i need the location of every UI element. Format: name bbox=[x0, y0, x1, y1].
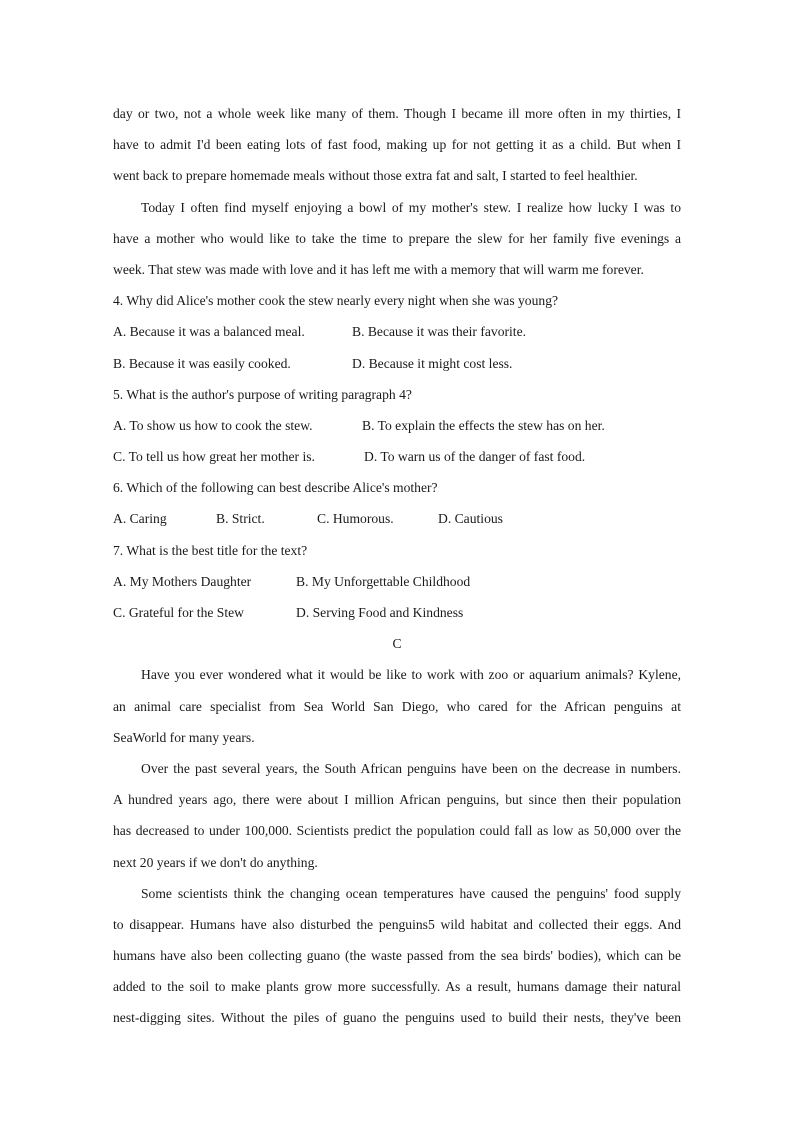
text-line: Today I often find myself enjoying a bowl of my mother's stew. I realize how lucky I was to bbox=[141, 199, 681, 215]
question-stem: 7. What is the best title for the text? bbox=[113, 542, 308, 558]
section-c-paragraph-1 bbox=[113, 659, 681, 753]
option: D. Serving Food and Kindness bbox=[296, 605, 464, 620]
text-line: have a mother who would like to take the time to prepare the slew for her family five evenings a bbox=[113, 230, 681, 246]
option: C. To tell us how great her mother is. bbox=[113, 449, 315, 465]
option-row bbox=[113, 410, 681, 441]
option-row bbox=[113, 597, 681, 628]
text-line: A hundred years ago, there were about I million African penguins, but since then their population bbox=[113, 792, 681, 808]
section-heading: C bbox=[392, 636, 402, 652]
text-line: week. That stew was made with love and it has left me with a memory that will warm me forever. bbox=[113, 261, 644, 277]
text-line: went back to prepare homemade meals without those extra fat and salt, I started to feel healthier. bbox=[113, 168, 638, 184]
text-line: Have you ever wondered what it would be like to work with zoo or aquarium animals? Kylene, bbox=[141, 667, 681, 683]
option-row bbox=[113, 566, 681, 597]
option: C. Grateful for the Stew bbox=[113, 605, 244, 620]
option: A. My Mothers Daughter bbox=[113, 573, 252, 589]
passage-b-continuation bbox=[113, 98, 681, 192]
text-line: Over the past several years, the South African penguins have been on the decrease in numbers. bbox=[141, 760, 681, 776]
question-6 bbox=[113, 472, 681, 534]
option: B. Because it was easily cooked. bbox=[113, 355, 291, 371]
option: B. To explain the effects the stew has on her. bbox=[362, 417, 605, 433]
text-line: nest-digging sites. Without the piles of guano the penguins used to build their nests, they've been bbox=[113, 1010, 681, 1026]
option: B. Strict. bbox=[216, 511, 265, 527]
text-line: added to the soil to make plants grow more successfully. As a result, humans damage their natural bbox=[113, 979, 681, 995]
text-line: Some scientists think the changing ocean temperatures have caused the penguins' food supply bbox=[141, 885, 681, 901]
text-line: day or two, not a whole week like many of them. Though I became ill more often in my thirties, I bbox=[113, 106, 681, 121]
option: A. Because it was a balanced meal. bbox=[113, 324, 305, 340]
option: C. Humorous. bbox=[317, 511, 394, 527]
text-line: has decreased to under 100,000. Scientists predict the population could fall as low as 50,000 over the bbox=[113, 823, 681, 839]
option-row bbox=[113, 348, 681, 379]
text-line: next 20 years if we don't do anything. bbox=[113, 854, 318, 870]
option: D. Because it might cost less. bbox=[352, 355, 513, 371]
option: A. Caring bbox=[113, 511, 167, 527]
option-row bbox=[113, 503, 681, 534]
option: B. Because it was their favorite. bbox=[352, 324, 527, 340]
option: D. To warn us of the danger of fast food. bbox=[364, 449, 586, 465]
text-line: an animal care specialist from Sea World San Diego, who cared for the African penguins at bbox=[113, 698, 681, 714]
question-7 bbox=[113, 535, 681, 629]
text-line: to disappear. Humans have also disturbed the penguins5 wild habitat and collected their eggs. And bbox=[113, 916, 681, 932]
question-stem: 6. Which of the following can best describe Alice's mother? bbox=[113, 480, 438, 496]
option: D. Cautious bbox=[438, 511, 503, 527]
document-page bbox=[113, 98, 681, 1034]
passage-b-final-paragraph bbox=[113, 192, 681, 286]
option: A. To show us how to cook the stew. bbox=[113, 417, 313, 433]
section-c-paragraph-2 bbox=[113, 753, 681, 878]
question-stem: 5. What is the author's purpose of writing paragraph 4? bbox=[113, 386, 412, 402]
question-5 bbox=[113, 379, 681, 473]
text-line: humans have also been collecting guano (the waste passed from the sea birds' bodies), which can be bbox=[113, 948, 681, 964]
option-row bbox=[113, 316, 681, 347]
option-row bbox=[113, 441, 681, 472]
section-c-paragraph-3 bbox=[113, 878, 681, 1034]
text-line: have to admit I'd been eating lots of fast food, making up for not getting it as a child. But when I bbox=[113, 137, 681, 153]
question-4 bbox=[113, 285, 681, 379]
question-stem: 4. Why did Alice's mother cook the stew nearly every night when she was young? bbox=[113, 293, 559, 309]
option: B. My Unforgettable Childhood bbox=[296, 573, 471, 589]
text-line: SeaWorld for many years. bbox=[113, 729, 255, 745]
